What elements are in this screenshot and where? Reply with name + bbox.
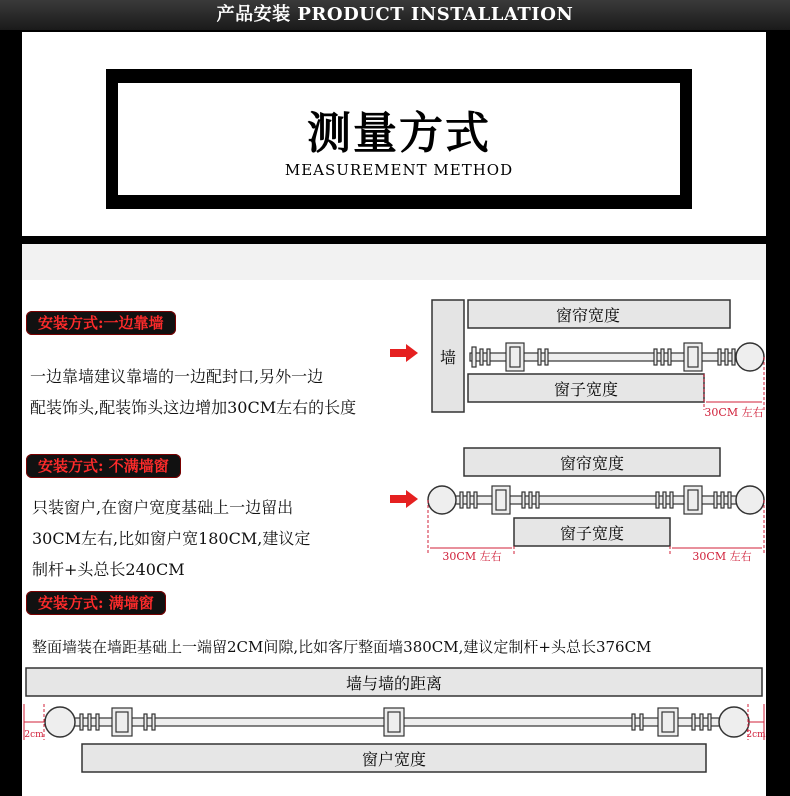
m3-finial-left [45, 707, 75, 737]
method2-diagram [422, 444, 766, 570]
method3-badge: 安装方式: 满墙窗 [26, 591, 166, 615]
m3-finial-right [719, 707, 749, 737]
m2-window-label: 窗子宽度 [559, 524, 625, 543]
m2-finial-left [428, 486, 456, 514]
m2-curtain-label: 窗帘宽度 [559, 454, 625, 473]
method3-diagram [22, 664, 766, 796]
m1-wall-label: 墙 [439, 348, 457, 367]
m3-window-label: 窗户宽度 [361, 750, 427, 769]
m2-extra-left: 30CM 左右 [442, 550, 502, 563]
methods-panel [22, 244, 766, 796]
method1-line2: 配装饰头,配装饰头这边增加30CM左右的长度 [30, 398, 357, 417]
panel-shade [22, 244, 766, 280]
section-title-inner [118, 83, 680, 195]
method1-line1: 一边靠墙建议靠墙的一边配封口,另外一边 [30, 367, 324, 386]
method2-line2: 30CM左右,比如窗户宽180CM,建议定 [32, 529, 311, 548]
method1-diagram [430, 294, 766, 420]
method1-badge: 安装方式:一边靠墙 [26, 311, 176, 335]
m1-curtain-label: 窗帘宽度 [555, 306, 621, 325]
m3-wall-label: 墙与墙的距离 [345, 674, 443, 693]
method2-line3: 制杆+头总长240CM [32, 560, 185, 579]
header-bar [0, 0, 790, 30]
m2-finial-right [736, 486, 764, 514]
m1-extra-label: 30CM 左右 [704, 406, 764, 419]
m2-rod [442, 496, 750, 504]
title-panel [22, 32, 766, 236]
right-arrow-icon [390, 490, 418, 508]
method2-badge: 安装方式: 不满墙窗 [26, 454, 181, 478]
m1-finial [736, 343, 764, 371]
method2-line1: 只装窗户,在窗户宽度基础上一边留出 [32, 498, 294, 517]
header-title: 产品安装 PRODUCT INSTALLATION [216, 4, 574, 25]
m3-gap-left: 2cm [24, 730, 44, 740]
section-title-cn: 测量方式 [307, 108, 491, 159]
m2-extra-right: 30CM 左右 [692, 550, 752, 563]
m1-window-label: 窗子宽度 [553, 380, 619, 399]
section-title-en: MEASUREMENT METHOD [284, 161, 514, 179]
method3-line1: 整面墙装在墙距基础上一端留2CM间隙,比如客厅整面墙380CM,建议定制杆+头总长376CM [32, 638, 652, 656]
right-arrow-icon [390, 344, 418, 362]
m3-gap-right: 2cm [746, 730, 766, 740]
section-title-box [106, 69, 692, 209]
